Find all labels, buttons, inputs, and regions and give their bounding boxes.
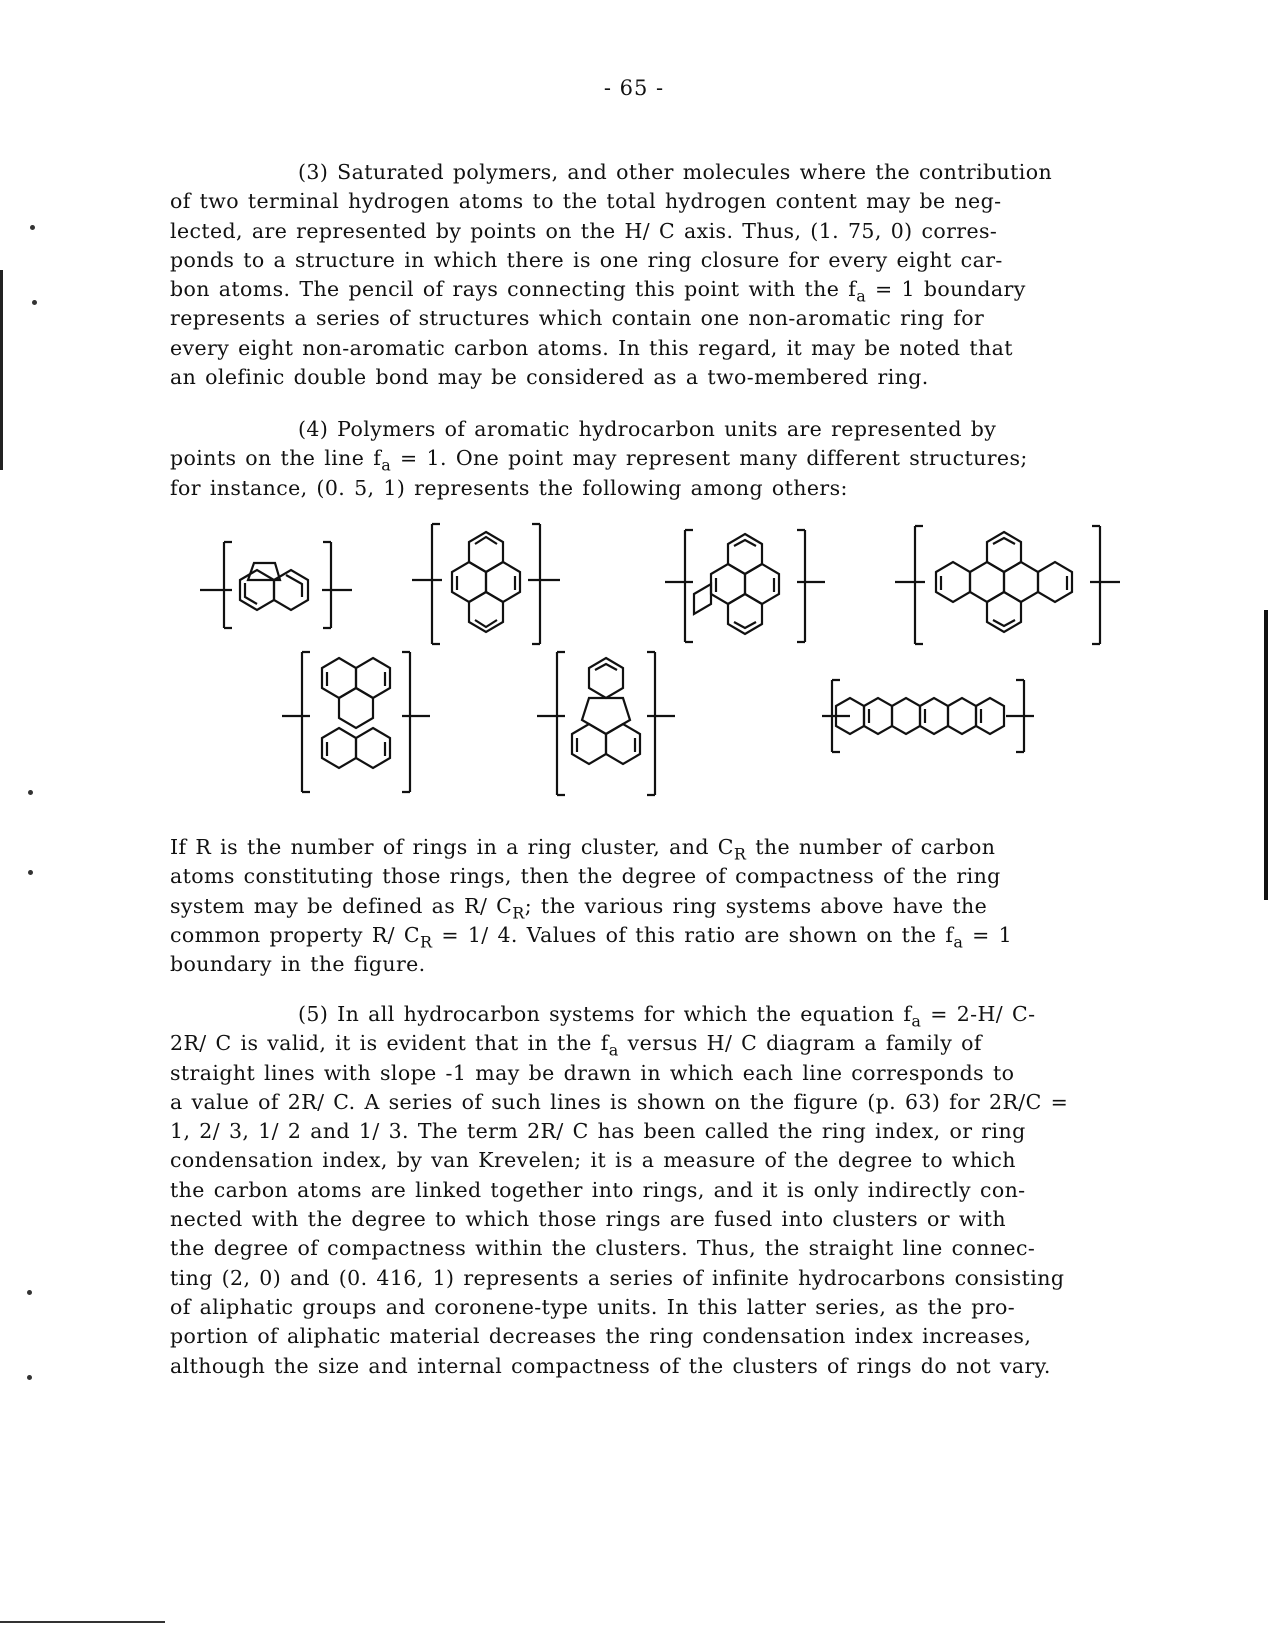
text-line: bon atoms. The pencil of rays connecting this point with the $f_a = 1$ boundary	[170, 277, 1026, 306]
text-line: ponds to a structure in which there is one ring closure for every eight car-	[170, 247, 1003, 272]
scan-speck	[30, 225, 35, 230]
text-line: points on the line $f_a = 1$. One point may represent many different structures;	[170, 446, 1028, 475]
structure-polyacene	[822, 680, 1034, 752]
text-line: straight lines with slope -1 may be drawn in which each line corresponds to	[170, 1060, 1015, 1085]
text-line: although the size and internal compactness of the clusters of rings do not vary.	[170, 1353, 1051, 1378]
scan-speck	[32, 300, 37, 305]
text-line: portion of aliphatic material decreases the ring condensation index increases,	[170, 1324, 1032, 1349]
text-line: represents a series of structures which contain one non-aromatic ring for	[170, 306, 985, 331]
text-line: an olefinic double bond may be considered as a two-membered ring.	[170, 365, 929, 390]
text-line: the degree of compactness within the clusters. Thus, the straight line connec-	[170, 1236, 1036, 1261]
paragraph-4	[170, 415, 1180, 503]
scan-speck	[27, 1290, 32, 1295]
scan-speck	[27, 1375, 32, 1380]
text-line: lected, are represented by points on the H/ C axis. Thus, (1. 75, 0) corres-	[170, 218, 998, 243]
structure-fluoranthene	[537, 652, 675, 795]
text-line: (4) Polymers of aromatic hydrocarbon units are represented by	[298, 417, 997, 441]
text-line: If R is the number of rings in a ring cluster, and $C_R$ the number of carbon	[170, 835, 996, 864]
structure-pyrene	[412, 524, 560, 644]
text-line: of two terminal hydrogen atoms to the total hydrogen content may be neg-	[170, 189, 1002, 214]
text-line: for instance, (0. 5, 1) represents the following among others:	[170, 475, 848, 500]
structure-acenaphthylene	[200, 542, 352, 628]
text-line: 2R/ C is valid, it is evident that in the $f_a$ versus H/ C diagram a family of	[170, 1031, 982, 1060]
structure-perylene	[282, 652, 430, 792]
text-line: ting (2, 0) and (0. 416, 1) represents a series of infinite hydrocarbons consisting	[170, 1265, 1065, 1290]
scan-speck	[28, 870, 33, 875]
text-line: of aliphatic groups and coronene-type units. In this latter series, as the pro-	[170, 1294, 1016, 1319]
page-number: - 65 -	[603, 76, 665, 100]
text-line: boundary in the figure.	[170, 952, 426, 977]
footnote-rule	[0, 1621, 165, 1623]
text-line: condensation index, by van Krevelen; it is a measure of the degree to which	[170, 1148, 1016, 1173]
text-line: the carbon atoms are linked together into rings, and it is only indirectly con-	[170, 1177, 1026, 1202]
scan-edge-mark-left	[0, 270, 3, 470]
text-line: nected with the degree to which those rings are fused into clusters or with	[170, 1207, 1006, 1232]
text-line: every eight non-aromatic carbon atoms. In this regard, it may be noted that	[170, 335, 1013, 360]
paragraph-compactness	[170, 833, 1180, 979]
text-line: atoms constituting those rings, then the degree of compactness of the ring	[170, 864, 1001, 889]
text-line: (5) In all hydrocarbon systems for which the equation $f_a = 2-H/$ C-	[298, 1002, 1036, 1031]
structure-benzopyrene	[665, 530, 825, 642]
paragraph-5	[170, 1000, 1180, 1381]
text-line: common property R/ $C_R = 1/$ 4. Values of this ratio are shown on the $f_a = 1$	[170, 922, 1013, 952]
text-line: 1, 2/ 3, 1/ 2 and 1/ 3. The term 2R/ C has been called the ring index, or ring	[170, 1119, 1026, 1144]
aromatic-structures-figure	[0, 520, 1268, 820]
text-line: a value of 2R/ C. A series of such lines is shown on the figure (p. 63) for 2R/C =	[170, 1089, 1069, 1114]
text-line: (3) Saturated polymers, and other molecules where the contribution	[298, 160, 1053, 184]
text-line: system may be defined as R/ $C_R$; the various ring systems above have the	[170, 893, 988, 923]
structure-dibenzopyrene	[895, 526, 1120, 644]
paragraph-3	[170, 158, 1180, 392]
